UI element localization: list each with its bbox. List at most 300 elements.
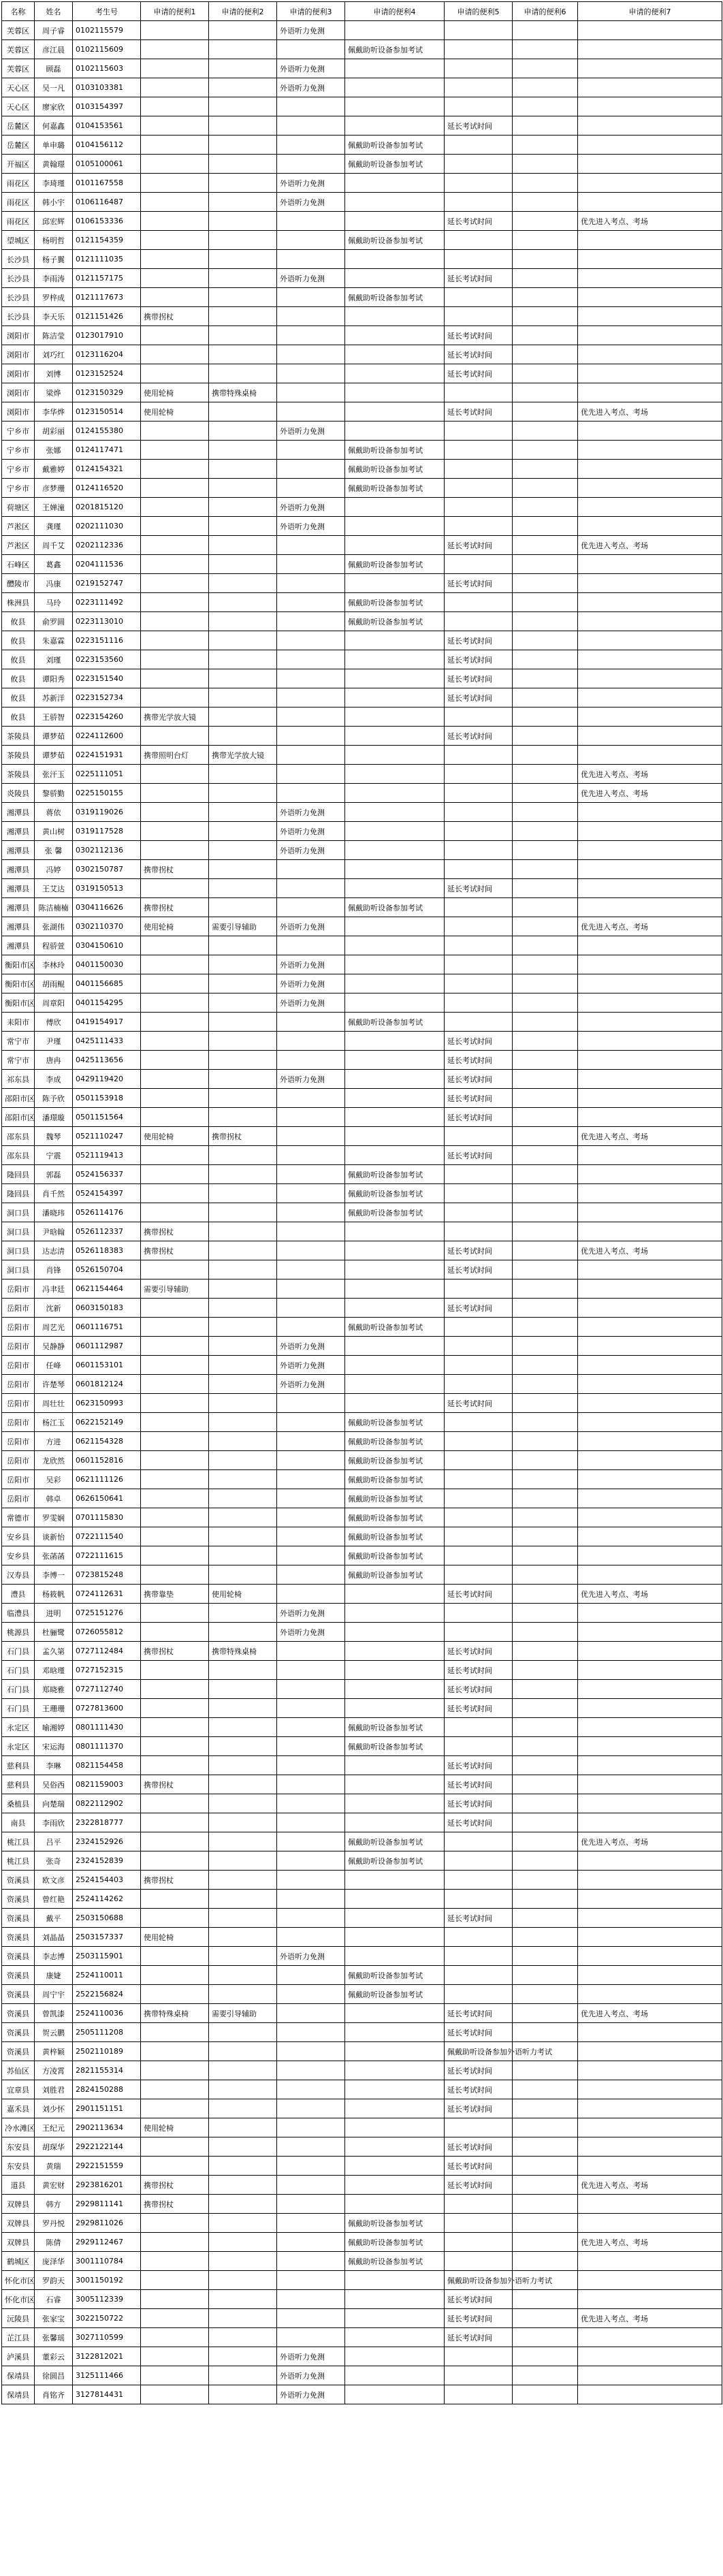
accommodation-4-cell	[345, 1222, 445, 1241]
accommodation-2-cell	[209, 517, 277, 536]
exam-no-cell: 0425113656	[73, 1051, 141, 1070]
exam-no-cell: 0223152734	[73, 688, 141, 707]
accommodation-1-cell: 携带拐杖	[141, 1871, 209, 1890]
accommodation-5-cell	[445, 78, 513, 97]
table-row	[2, 993, 722, 1013]
accommodation-6-cell	[513, 1604, 578, 1623]
accommodation-3-cell	[277, 765, 345, 784]
accommodation-2-cell	[209, 936, 277, 955]
accommodation-4-cell	[345, 2137, 445, 2157]
accommodation-1-cell	[141, 1108, 209, 1127]
accommodation-2-cell	[209, 1813, 277, 1832]
table-row	[2, 1356, 722, 1375]
accommodation-1-cell	[141, 1909, 209, 1928]
accommodation-1-cell	[141, 2157, 209, 2176]
accommodation-6-cell	[513, 2099, 578, 2118]
accommodation-3-cell	[277, 1642, 345, 1661]
name-cell: 邱宏辉	[35, 212, 73, 231]
accommodation-6-cell	[513, 1375, 578, 1394]
region-cell: 长沙县	[2, 307, 35, 326]
accommodation-2-cell	[209, 1184, 277, 1203]
table-row	[2, 1585, 722, 1604]
accommodation-5-cell	[445, 383, 513, 402]
exam-no-cell: 0304116626	[73, 898, 141, 917]
accommodation-1-cell	[141, 993, 209, 1013]
exam-no-cell: 0103154397	[73, 97, 141, 116]
header-row	[2, 2, 722, 21]
exam-no-cell: 0621154328	[73, 1432, 141, 1451]
accommodation-3-cell: 外语听力免测	[277, 841, 345, 860]
exam-no-cell: 0401156685	[73, 974, 141, 993]
accommodation-5-cell	[445, 193, 513, 212]
accommodation-3-cell: 外语听力免测	[277, 517, 345, 536]
accommodation-7-cell: 优先进入考点、考场	[578, 917, 722, 936]
exam-no-cell: 0419154917	[73, 1013, 141, 1032]
exam-no-cell: 0123150514	[73, 402, 141, 422]
accommodation-3-cell	[277, 2118, 345, 2137]
accommodation-2-cell	[209, 1832, 277, 1851]
region-cell: 攸县	[2, 612, 35, 631]
accommodation-7-cell	[578, 841, 722, 860]
table-row	[2, 59, 722, 78]
accommodation-1-cell	[141, 1947, 209, 1966]
accommodation-3-cell: 外语听力免测	[277, 1604, 345, 1623]
region-cell: 资溪县	[2, 1947, 35, 1966]
accommodation-2-cell	[209, 2271, 277, 2290]
accommodation-4-cell	[345, 1890, 445, 1909]
region-cell: 炎陵县	[2, 784, 35, 803]
name-cell: 李琦瑾	[35, 174, 73, 193]
accommodation-5-cell: 延长考试时间	[445, 688, 513, 707]
name-cell: 李林玲	[35, 955, 73, 974]
accommodation-4-cell	[345, 2195, 445, 2214]
exam-no-cell: 0302110370	[73, 917, 141, 936]
name-cell: 潘晓玮	[35, 1203, 73, 1222]
accommodation-2-cell	[209, 1356, 277, 1375]
accommodation-2-cell	[209, 2157, 277, 2176]
accommodation-3-cell: 外语听力免测	[277, 2347, 345, 2366]
accommodation-5-cell: 延长考试时间	[445, 2176, 513, 2195]
accommodation-1-cell	[141, 1260, 209, 1279]
accommodation-3-cell	[277, 1928, 345, 1947]
exam-no-cell: 0429119420	[73, 1070, 141, 1089]
accommodation-4-cell	[345, 326, 445, 345]
table-row	[2, 1165, 722, 1184]
accommodation-3-cell	[277, 2214, 345, 2233]
accommodation-7-cell	[578, 1851, 722, 1871]
accommodation-4-cell	[345, 97, 445, 116]
table-row	[2, 78, 722, 97]
accommodation-3-cell	[277, 155, 345, 174]
accommodation-7-cell	[578, 650, 722, 669]
exam-no-cell: 0727152315	[73, 1661, 141, 1680]
accommodation-3-cell	[277, 1451, 345, 1470]
accommodation-3-cell: 外语听力免测	[277, 955, 345, 974]
header-region: 名称	[2, 2, 35, 21]
accommodation-7-cell	[578, 1623, 722, 1642]
accommodation-1-cell	[141, 422, 209, 441]
name-cell: 刘博	[35, 364, 73, 383]
accommodation-5-cell	[445, 97, 513, 116]
region-cell: 洞口县	[2, 1260, 35, 1279]
accommodation-5-cell: 延长考试时间	[445, 574, 513, 593]
accommodation-4-cell	[345, 1585, 445, 1604]
accommodation-6-cell	[513, 1299, 578, 1318]
accommodation-3-cell: 外语听力免测	[277, 822, 345, 841]
region-cell: 洞口县	[2, 1241, 35, 1260]
accommodation-4-cell	[345, 1909, 445, 1928]
region-cell: 衡阳市区	[2, 993, 35, 1013]
accommodation-3-cell: 外语听力免测	[277, 2385, 345, 2404]
accommodation-3-cell	[277, 1756, 345, 1775]
accommodation-1-cell	[141, 2042, 209, 2061]
accommodation-3-cell	[277, 1184, 345, 1203]
exam-no-cell: 0202111030	[73, 517, 141, 536]
table-row	[2, 1337, 722, 1356]
accommodation-1-cell: 携带特殊桌椅	[141, 2004, 209, 2023]
accommodation-6-cell	[513, 59, 578, 78]
name-cell: 刘瑾	[35, 650, 73, 669]
accommodation-3-cell	[277, 593, 345, 612]
accommodation-1-cell	[141, 879, 209, 898]
accommodation-3-cell: 外语听力免测	[277, 78, 345, 97]
accommodation-1-cell: 携带拐杖	[141, 1642, 209, 1661]
table-row	[2, 1451, 722, 1470]
accommodation-4-cell: 佩戴助听设备参加考试	[345, 1432, 445, 1451]
accommodation-3-cell: 外语听力免测	[277, 1337, 345, 1356]
accommodation-5-cell	[445, 2252, 513, 2271]
accommodation-3-cell	[277, 441, 345, 460]
table-row	[2, 326, 722, 345]
table-row	[2, 1394, 722, 1413]
name-cell: 陈予欣	[35, 1089, 73, 1108]
accommodation-6-cell	[513, 136, 578, 155]
accommodation-6-cell	[513, 2252, 578, 2271]
accommodation-7-cell	[578, 193, 722, 212]
table-row	[2, 631, 722, 650]
table-row	[2, 1051, 722, 1070]
accommodation-2-cell	[209, 1051, 277, 1070]
accommodation-6-cell	[513, 1318, 578, 1337]
accommodation-2-cell	[209, 1623, 277, 1642]
accommodation-2-cell	[209, 231, 277, 250]
accommodation-2-cell	[209, 1375, 277, 1394]
accommodation-1-cell	[141, 2061, 209, 2080]
accommodation-4-cell: 佩戴助听设备参加考试	[345, 1318, 445, 1337]
exam-no-cell: 0727112740	[73, 1680, 141, 1699]
accommodation-1-cell: 使用轮椅	[141, 1127, 209, 1146]
accommodation-3-cell: 外语听力免测	[277, 193, 345, 212]
accommodation-2-cell	[209, 574, 277, 593]
accommodation-5-cell	[445, 231, 513, 250]
accommodation-4-cell	[345, 1260, 445, 1279]
accommodation-7-cell: 优先进入考点、考场	[578, 1241, 722, 1260]
region-cell: 怀化市区	[2, 2271, 35, 2290]
accommodation-1-cell	[141, 2366, 209, 2385]
accommodation-3-cell	[277, 1279, 345, 1299]
accommodation-1-cell	[141, 955, 209, 974]
exam-no-cell: 0224151931	[73, 746, 141, 765]
accommodation-6-cell	[513, 574, 578, 593]
name-cell: 邓晗瑾	[35, 1661, 73, 1680]
accommodation-1-cell	[141, 1451, 209, 1470]
accommodation-2-cell	[209, 2214, 277, 2233]
accommodation-2-cell	[209, 1451, 277, 1470]
name-cell: 贺云鹏	[35, 2023, 73, 2042]
accommodation-1-cell	[141, 2137, 209, 2157]
region-cell: 宁乡市	[2, 460, 35, 479]
table-row	[2, 2271, 722, 2290]
table-row	[2, 116, 722, 136]
name-cell: 罗梓成	[35, 288, 73, 307]
accommodation-6-cell	[513, 288, 578, 307]
accommodation-1-cell	[141, 650, 209, 669]
accommodation-6-cell	[513, 1241, 578, 1260]
accommodation-6-cell	[513, 1585, 578, 1604]
region-cell: 天心区	[2, 97, 35, 116]
accommodation-4-cell	[345, 2176, 445, 2195]
accommodation-5-cell: 延长考试时间	[445, 269, 513, 288]
accommodation-6-cell	[513, 383, 578, 402]
region-cell: 衡阳市区	[2, 974, 35, 993]
table-row	[2, 136, 722, 155]
accommodation-3-cell	[277, 650, 345, 669]
accommodation-5-cell	[445, 250, 513, 269]
accommodation-2-cell	[209, 1260, 277, 1279]
accommodation-6-cell	[513, 78, 578, 97]
accommodation-1-cell	[141, 1413, 209, 1432]
accommodation-4-cell	[345, 2099, 445, 2118]
accommodation-4-cell	[345, 78, 445, 97]
accommodation-2-cell	[209, 1432, 277, 1451]
accommodation-1-cell	[141, 1184, 209, 1203]
accommodation-2-cell	[209, 2366, 277, 2385]
accommodation-5-cell	[445, 822, 513, 841]
table-row	[2, 1222, 722, 1241]
accommodation-1-cell	[141, 21, 209, 40]
accommodation-1-cell	[141, 1394, 209, 1413]
accommodation-6-cell	[513, 326, 578, 345]
accommodation-4-cell	[345, 1299, 445, 1318]
accommodation-7-cell	[578, 460, 722, 479]
table-row	[2, 1470, 722, 1489]
accommodation-4-cell: 佩戴助听设备参加考试	[345, 1718, 445, 1737]
region-cell: 耒阳市	[2, 1013, 35, 1032]
accommodation-4-cell	[345, 59, 445, 78]
table-row	[2, 2176, 722, 2195]
accommodation-2-cell	[209, 1241, 277, 1260]
exam-no-cell: 0726055812	[73, 1623, 141, 1642]
accommodation-7-cell	[578, 2385, 722, 2404]
region-cell: 芦淞区	[2, 517, 35, 536]
region-cell: 石门县	[2, 1699, 35, 1718]
accommodation-7-cell	[578, 669, 722, 688]
accommodation-2-cell	[209, 2195, 277, 2214]
accommodation-3-cell	[277, 479, 345, 498]
table-row	[2, 2061, 722, 2080]
name-cell: 杜骊鹭	[35, 1623, 73, 1642]
exam-no-cell: 0123017910	[73, 326, 141, 345]
accommodation-2-cell	[209, 993, 277, 1013]
accommodation-3-cell: 外语听力免测	[277, 2366, 345, 2385]
accommodation-3-cell	[277, 1832, 345, 1851]
accommodation-4-cell	[345, 2309, 445, 2328]
table-row	[2, 1527, 722, 1546]
region-cell: 资溪县	[2, 2042, 35, 2061]
accommodation-3-cell	[277, 2271, 345, 2290]
accommodation-2-cell	[209, 2252, 277, 2271]
region-cell: 东安县	[2, 2157, 35, 2176]
region-cell: 岳阳市	[2, 1375, 35, 1394]
accommodation-4-cell: 佩戴助听设备参加考试	[345, 1832, 445, 1851]
name-cell: 李华烨	[35, 402, 73, 422]
accommodation-4-cell	[345, 765, 445, 784]
accommodation-5-cell	[445, 1851, 513, 1871]
table-row	[2, 21, 722, 40]
accommodation-2-cell	[209, 1775, 277, 1794]
accommodation-4-cell: 佩戴助听设备参加考试	[345, 1013, 445, 1032]
region-cell: 南县	[2, 1813, 35, 1832]
accommodation-1-cell	[141, 155, 209, 174]
accommodation-5-cell	[445, 307, 513, 326]
accommodation-2-cell	[209, 1546, 277, 1565]
accommodation-1-cell	[141, 593, 209, 612]
accommodation-7-cell	[578, 288, 722, 307]
table-row	[2, 460, 722, 479]
accommodation-2-cell	[209, 1089, 277, 1108]
name-cell: 单申璐	[35, 136, 73, 155]
region-cell: 芷江县	[2, 2328, 35, 2347]
header-accommodation-7: 申请的便利7	[578, 2, 722, 21]
region-cell: 湘潭县	[2, 822, 35, 841]
accommodation-1-cell	[141, 841, 209, 860]
name-cell: 龚瑾	[35, 517, 73, 536]
exam-no-cell: 0123152524	[73, 364, 141, 383]
accommodation-1-cell	[141, 2099, 209, 2118]
name-cell: 杨筱帆	[35, 1585, 73, 1604]
name-cell: 曾红艳	[35, 1890, 73, 1909]
accommodation-2-cell	[209, 2023, 277, 2042]
exam-no-cell: 0102115579	[73, 21, 141, 40]
region-cell: 资溪县	[2, 1890, 35, 1909]
header-accommodation-1: 申请的便利1	[141, 2, 209, 21]
region-cell: 岳麓区	[2, 116, 35, 136]
accommodation-3-cell	[277, 2195, 345, 2214]
accommodation-2-cell	[209, 1909, 277, 1928]
table-row	[2, 746, 722, 765]
accommodation-2-cell	[209, 1013, 277, 1032]
exam-no-cell: 2522156824	[73, 1985, 141, 2004]
accommodation-5-cell	[445, 59, 513, 78]
accommodation-1-cell	[141, 1623, 209, 1642]
region-cell: 道县	[2, 2176, 35, 2195]
accommodation-3-cell: 外语听力免测	[277, 269, 345, 288]
accommodation-1-cell	[141, 460, 209, 479]
accommodation-3-cell	[277, 2080, 345, 2099]
accommodation-7-cell	[578, 1699, 722, 1718]
name-cell: 宁震	[35, 1146, 73, 1165]
accommodation-4-cell: 佩戴助听设备参加考试	[345, 288, 445, 307]
accommodation-6-cell	[513, 479, 578, 498]
accommodation-1-cell	[141, 250, 209, 269]
accommodation-6-cell	[513, 1260, 578, 1279]
accommodation-7-cell	[578, 1165, 722, 1184]
accommodation-7-cell	[578, 1108, 722, 1127]
exam-no-cell: 2524110011	[73, 1966, 141, 1985]
accommodation-6-cell	[513, 746, 578, 765]
accommodation-3-cell	[277, 1489, 345, 1508]
accommodation-6-cell	[513, 1089, 578, 1108]
name-cell: 彦梦珊	[35, 479, 73, 498]
accommodation-1-cell	[141, 479, 209, 498]
exam-no-cell: 3001150192	[73, 2271, 141, 2290]
accommodation-2-cell	[209, 2309, 277, 2328]
name-cell: 郑晓雅	[35, 1680, 73, 1699]
accommodation-5-cell	[445, 1718, 513, 1737]
accommodation-6-cell	[513, 898, 578, 917]
accommodation-1-cell	[141, 498, 209, 517]
accommodation-5-cell: 延长考试时间	[445, 1260, 513, 1279]
accommodation-1-cell	[141, 936, 209, 955]
accommodation-4-cell	[345, 1127, 445, 1146]
accommodation-3-cell	[277, 2061, 345, 2080]
accommodation-2-cell	[209, 2080, 277, 2099]
accommodation-4-cell	[345, 1070, 445, 1089]
accommodation-7-cell	[578, 479, 722, 498]
accommodation-7-cell	[578, 1489, 722, 1508]
table-row	[2, 1279, 722, 1299]
table-row	[2, 1108, 722, 1127]
table-row	[2, 1756, 722, 1775]
accommodation-3-cell	[277, 2328, 345, 2347]
table-row	[2, 593, 722, 612]
region-cell: 资溪县	[2, 2004, 35, 2023]
accommodation-2-cell	[209, 612, 277, 631]
accommodation-5-cell	[445, 2233, 513, 2252]
accommodation-7-cell	[578, 1203, 722, 1222]
region-cell: 双牌县	[2, 2195, 35, 2214]
name-cell: 蒋依	[35, 803, 73, 822]
accommodation-3-cell	[277, 1127, 345, 1146]
name-cell: 喻湘婷	[35, 1718, 73, 1737]
accommodation-2-cell	[209, 688, 277, 707]
accommodation-7-cell	[578, 860, 722, 879]
accommodation-5-cell: 延长考试时间	[445, 116, 513, 136]
exam-no-cell: 2503157337	[73, 1928, 141, 1947]
name-cell: 葛鑫	[35, 555, 73, 574]
accommodation-3-cell: 外语听力免测	[277, 974, 345, 993]
accommodation-6-cell	[513, 936, 578, 955]
name-cell: 张 馨	[35, 841, 73, 860]
exam-no-cell: 2902113634	[73, 2118, 141, 2137]
table-row	[2, 1070, 722, 1089]
region-cell: 石门县	[2, 1642, 35, 1661]
region-cell: 双牌县	[2, 2214, 35, 2233]
region-cell: 茶陵县	[2, 746, 35, 765]
accommodation-7-cell	[578, 517, 722, 536]
exam-no-cell: 0124155380	[73, 422, 141, 441]
table-row	[2, 860, 722, 879]
name-cell: 向楚瑞	[35, 1794, 73, 1813]
table-row	[2, 803, 722, 822]
exam-no-cell: 2502110189	[73, 2042, 141, 2061]
accommodation-6-cell	[513, 1890, 578, 1909]
table-row	[2, 2290, 722, 2309]
region-cell: 芙蓉区	[2, 59, 35, 78]
accommodation-3-cell	[277, 364, 345, 383]
table-row	[2, 1775, 722, 1794]
accommodation-4-cell	[345, 193, 445, 212]
